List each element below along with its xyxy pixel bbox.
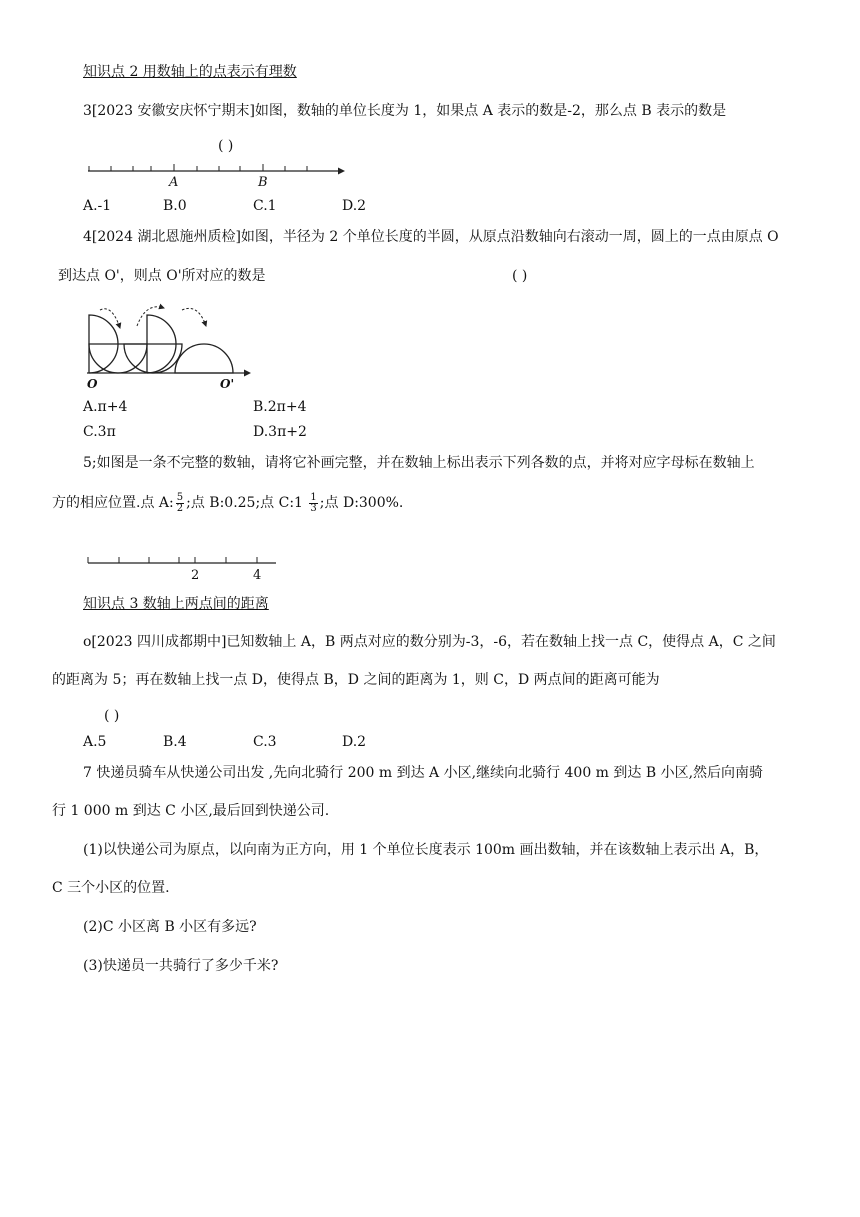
q3-label-b: B	[258, 175, 268, 188]
q6-option-d: D.2	[342, 734, 367, 750]
q5-fraction-a-num: 5	[176, 491, 184, 503]
q4-semicircle-end	[175, 344, 233, 373]
q5-ticks	[88, 557, 257, 563]
q3-option-b: B.0	[163, 198, 187, 214]
q4-option-c: C.3π	[83, 424, 116, 440]
q7-part1-line2: C 三个小区的位置.	[52, 880, 170, 896]
q7-part1-line1: (1)以快递公司为原点，以向南为正方向，用 1 个单位长度表示 100m 画出数轴，并在该数轴上表示出 A，B，	[83, 842, 769, 858]
q4-rolling-semicircle-figure	[84, 300, 254, 392]
q4-stem-line2: 到达点 O'，则点 O'所对应的数是	[58, 268, 266, 284]
q7-stem-line2: 行 1 000 m 到达 C 小区,最后回到快递公司.	[52, 803, 330, 819]
q3-option-c: C.1	[253, 198, 277, 214]
q7-part2: (2)C 小区离 B 小区有多远?	[83, 919, 257, 935]
q5-text-c: ;点 D:300%.	[319, 495, 404, 511]
q6-option-a: A.5	[83, 734, 107, 750]
q5-stem-line2	[52, 490, 403, 516]
q3-number-line	[86, 158, 348, 188]
q3-option-a: A.-1	[83, 198, 112, 214]
q5-tick-label-4: 4	[253, 568, 262, 582]
q3-stem: 3[2023 安徽安庆怀宁期末]如图，数轴的单位长度为 1，如果点 A 表示的数是-2，那么点 B 表示的数是	[83, 103, 727, 119]
q5-stem-line1: 5;如图是一条不完整的数轴，请将它补画完整，并在数轴上标出表示下列各数的点，并将对应字母标在数轴上	[83, 455, 755, 471]
q4-answer-paren: ( )	[512, 268, 528, 284]
q3-ticks	[89, 164, 307, 171]
q4-option-b: B.2π+4	[253, 399, 307, 415]
q5-fraction-a	[176, 493, 184, 514]
q5-fraction-c-den: 3	[310, 502, 317, 514]
q5-fraction-c-num: 1	[310, 491, 317, 503]
section-2-title: 知识点 2 用数轴上的点表示有理数	[83, 64, 297, 80]
q7-part3: (3)快递员一共骑行了多少千米?	[83, 958, 279, 974]
q4-label-o-prime: O'	[220, 377, 235, 391]
q5-fraction-a-den: 2	[176, 502, 184, 514]
q4-roll-arrow-2	[137, 307, 164, 326]
q4-axis-arrow	[244, 370, 251, 377]
q7-stem-line1: 7 快递员骑车从快递公司出发 ,先向北骑行 200 m 到达 A 小区,继续向北骑行 400 m 到达 B 小区,然后向南骑	[83, 765, 764, 781]
q4-option-a: A.π+4	[83, 399, 128, 415]
q4-label-o: O	[87, 377, 98, 391]
q3-option-d: D.2	[342, 198, 367, 214]
q4-option-d: D.3π+2	[253, 424, 307, 440]
q3-answer-paren: ( )	[218, 138, 234, 154]
q5-text-b: ;点 B:0.25;点 C:1	[186, 495, 303, 511]
q4-stem-line1: 4[2024 湖北恩施州质检]如图，半径为 2 个单位长度的半圆，从原点沿数轴向右滚动一周，圆上的一点由原点 O	[83, 229, 779, 245]
section-3-title: 知识点 3 数轴上两点间的距离	[83, 596, 269, 612]
q4-roll-arrow-3	[182, 308, 206, 326]
q5-fraction-c	[309, 493, 317, 514]
q3-label-a: A	[169, 175, 179, 188]
q5-tick-label-2: 2	[191, 568, 200, 582]
q6-stem-line1: o[2023 四川成都期中]已知数轴上 A，B 两点对应的数分别为-3，-6，若在数轴上找一点 C，使得点 A，C 之间	[83, 634, 776, 650]
q5-incomplete-number-line	[86, 552, 282, 582]
q6-answer-paren: ( )	[104, 708, 120, 724]
q6-option-b: B.4	[163, 734, 187, 750]
q6-option-c: C.3	[253, 734, 277, 750]
q6-stem-line2: 的距离为 5；再在数轴上找一点 D，使得点 B，D 之间的距离为 1，则 C，D 两点间的距离可能为	[52, 672, 660, 688]
q5-text-a: 方的相应位置.点 A:	[52, 495, 174, 511]
q3-axis-arrow	[338, 168, 345, 175]
